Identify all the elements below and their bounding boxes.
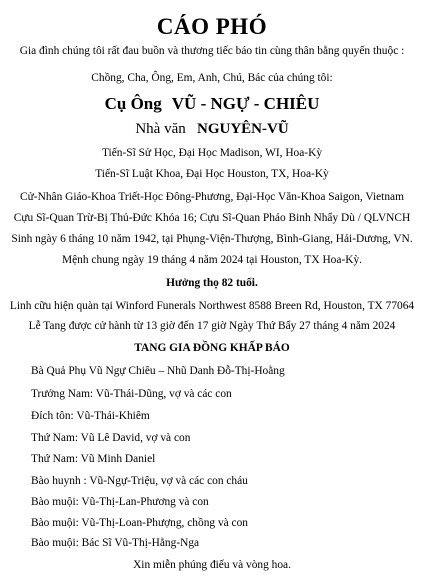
age-line: Hưởng thọ 82 tuổi.	[166, 277, 258, 289]
credential-line: Cử-Nhân Giáo-Khoa Triết-Học Đông-Phương, Đại-Học Văn-Khoa Saigon, Vietnam	[20, 191, 404, 203]
family-heading: TANG GIA ĐỒNG KHẤP BÁO	[134, 342, 290, 354]
family-member: Bào huynh : Vũ-Ngự-Triệu, vợ và các con cháu	[31, 475, 248, 487]
family-member: Bào muội: Vũ-Thị-Loan-Phượng, chồng và con	[31, 517, 248, 529]
family-member: Bào muội: Vũ-Thị-Lan-Phương và con	[31, 496, 209, 508]
family-member: Bào muội: Bác Sĩ Vũ-Thị-Hằng-Nga	[31, 537, 200, 549]
pen-name: NGUYÊN-VŨ	[196, 121, 289, 137]
viewing-line: Linh cữu hiện quàn tại Winford Funerals Northwest 8588 Breen Rd, Houston, TX 77064	[9, 300, 415, 312]
credential-line: Cựu Sĩ-Quan Trừ-Bị Thủ-Đức Khóa 16; Cựu Sĩ-Quan Pháo Binh Nhẩy Dù / QLVNCH	[13, 212, 411, 224]
death-line: Mệnh chung ngày 19 tháng 4 năm 2024 tại Houston, TX Hoa-Kỳ.	[61, 254, 363, 266]
credential-line: Tiến-Sĩ Sử Học, Đại Học Madison, WI, Hoa-Kỳ	[101, 147, 323, 159]
family-member: Trưởng Nam: Vũ-Thái-Dũng, vợ và các con	[31, 388, 232, 400]
pen-label: Nhà văn	[135, 121, 186, 137]
family-member: Đích tôn: Vũ-Thái-Khiêm	[31, 410, 150, 422]
deceased-prefix: Cụ Ông	[104, 94, 162, 113]
pen-name-line	[0, 120, 424, 138]
closing-line: Xin miễn phúng điếu và vòng hoa.	[133, 559, 291, 571]
credential-line: Tiến-Sĩ Luật Khoa, Đại Học Houston, TX, Hoa-Kỳ	[95, 168, 329, 180]
family-member: Thứ Nam: Vũ Minh Daniel	[31, 453, 156, 465]
intro-line: Gia đình chúng tôi rất đau buồn và thương tiếc báo tin cùng thân bằng quyến thuộc :	[19, 45, 405, 57]
funeral-line: Lễ Tang được cử hành từ 13 giờ đến 17 giờ Ngày Thứ Bẩy 27 tháng 4 năm 2024	[28, 320, 396, 332]
family-member: Thứ Nam: Vũ Lê David, vợ và con	[31, 432, 191, 444]
family-member: Bà Quả Phụ Vũ Ngự Chiêu – Nhũ Danh Đỗ-Thị-Hoằng	[31, 365, 285, 377]
birth-line: Sinh ngày 6 tháng 10 năm 1942, tại Phụng-Viện-Thượng, Bình-Giang, Hải-Dương, VN.	[11, 233, 413, 245]
obituary-title: CÁO PHÓ	[156, 14, 268, 39]
deceased-name: VŨ - NGỰ - CHIÊU	[171, 94, 320, 113]
deceased-name-line	[0, 94, 424, 114]
relations-line: Chồng, Cha, Ông, Em, Anh, Chú, Bác của chúng tôi:	[91, 72, 333, 84]
